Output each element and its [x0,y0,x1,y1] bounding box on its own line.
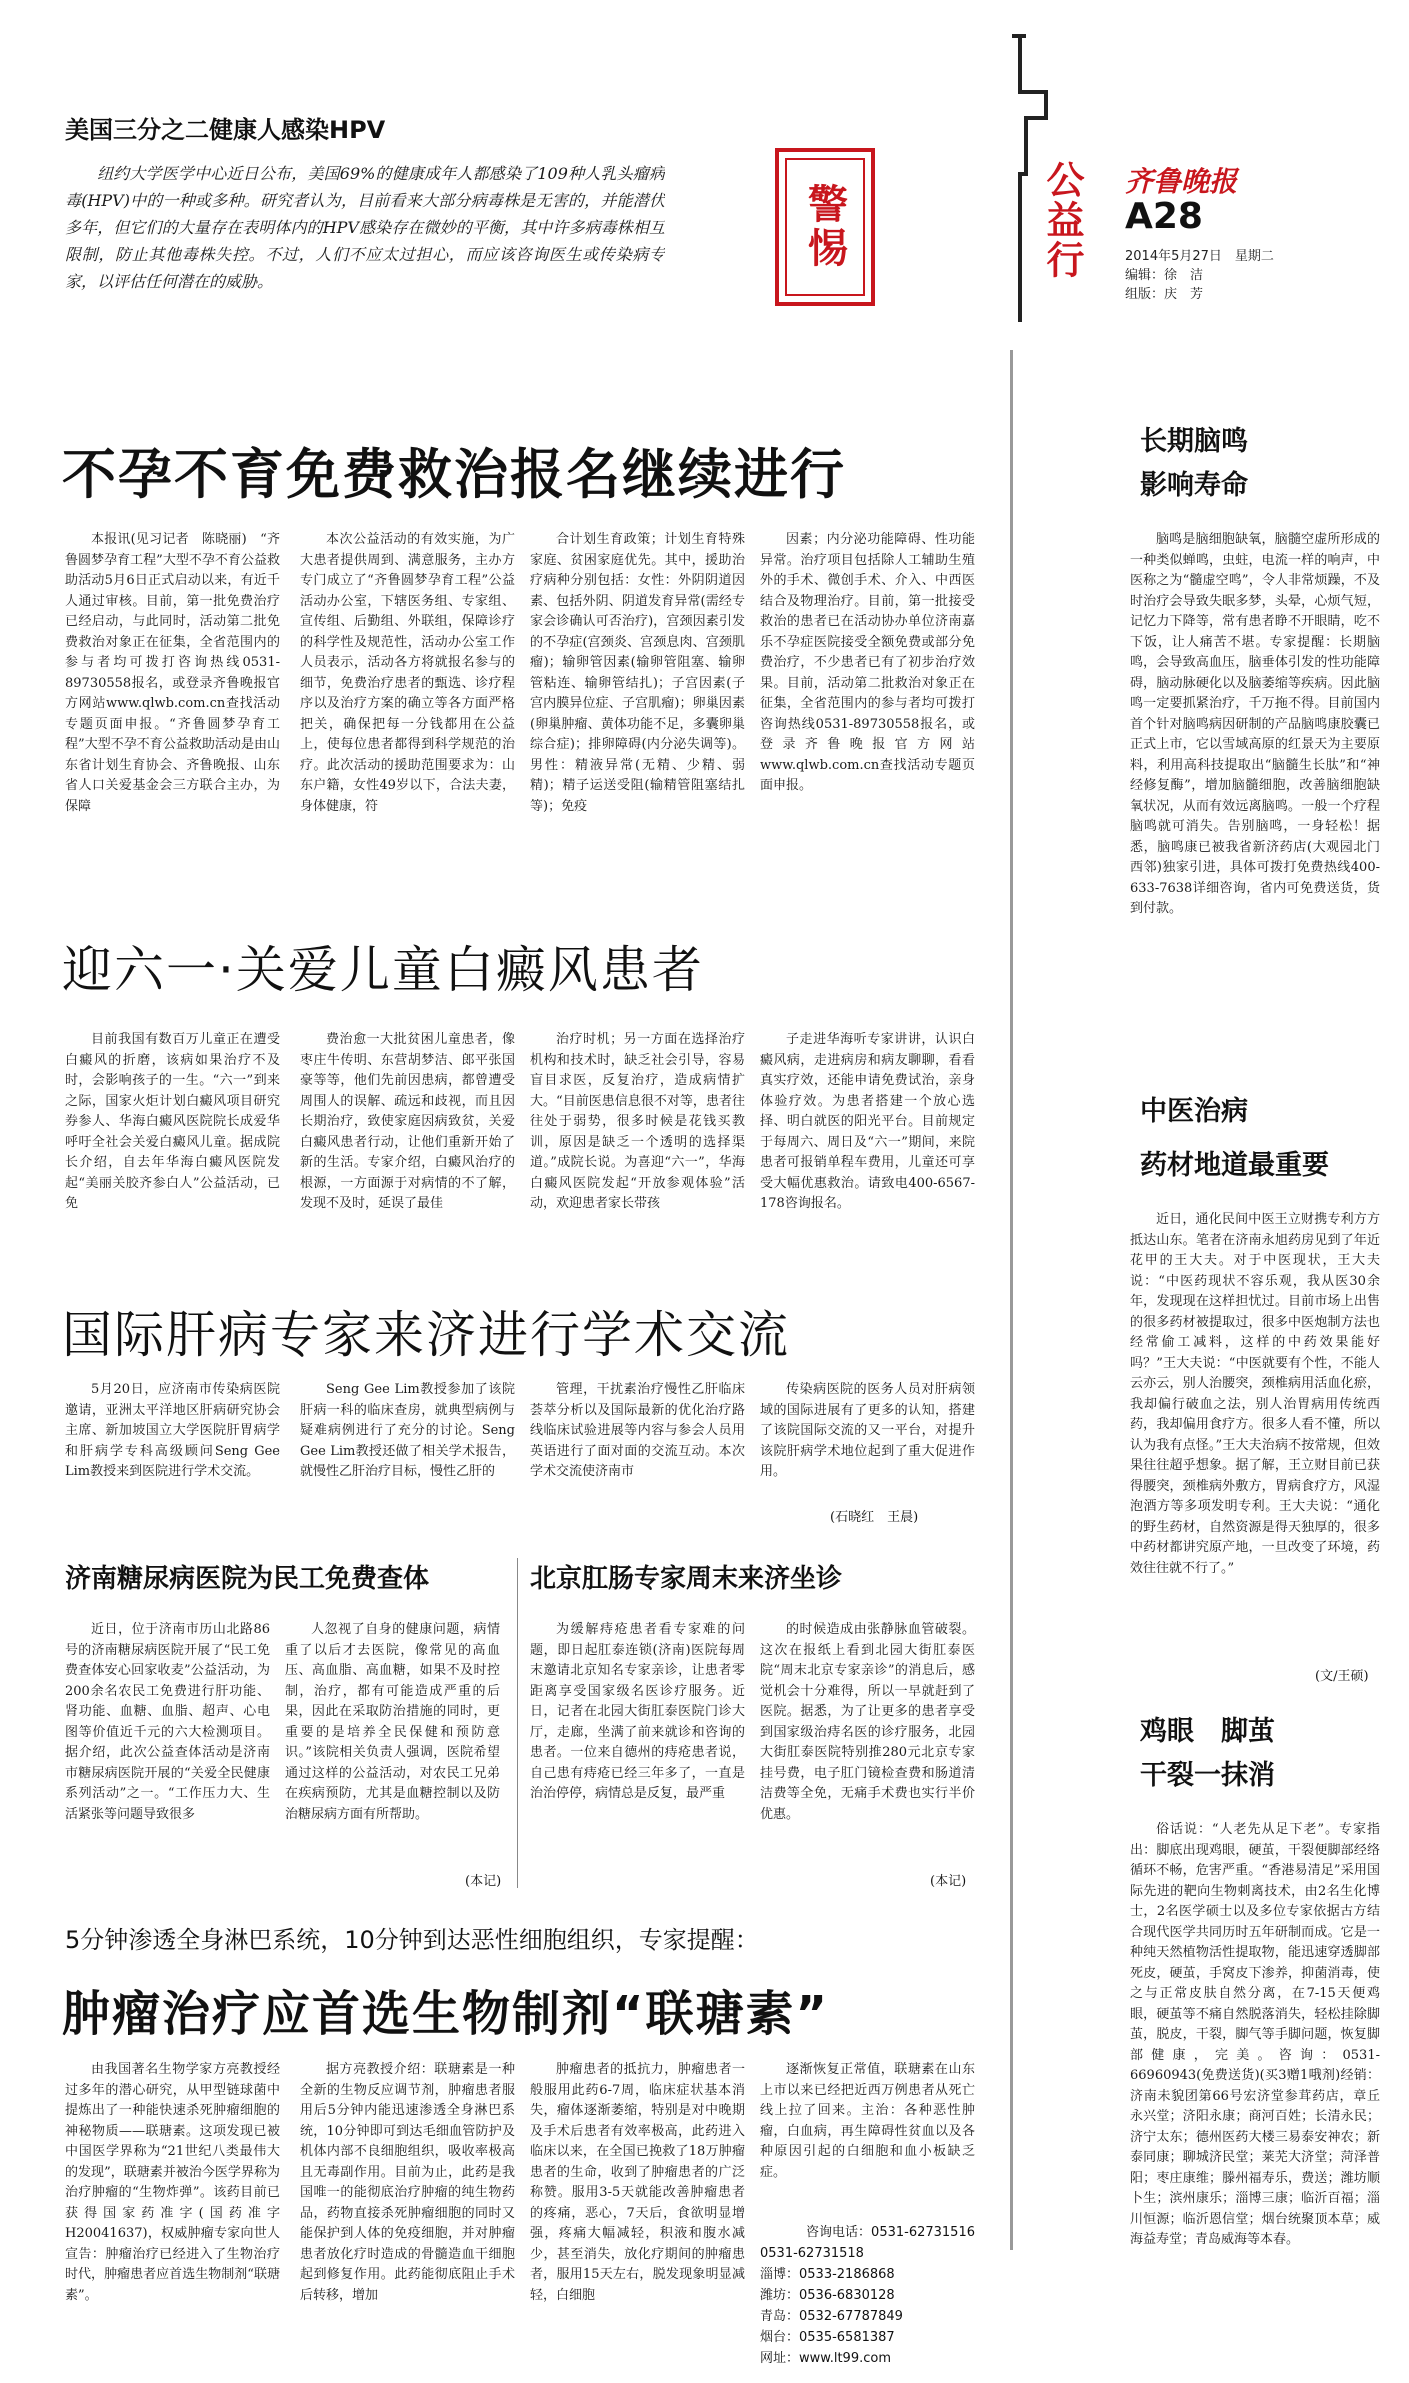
article1-col1: 本报讯(见习记者 陈晓丽) “齐鲁圆梦孕育工程”大型不孕不育公益救助活动5月6日正式启动以来，有近千人通过审核。目前，第一批免费治疗已经启动，与此同时，活动第二批免费救治对象正在征集，全省范围内的参与者均可拨打咨询热线0531-89730558报名，或登录齐鲁晚报官方网站www.qlwb.com.cn查找活动专题页面申报。“齐鲁圆梦孕育工程”大型不孕不育公益救助活动是由山东省计划生育协会、齐鲁晚报、山东省人口关爱基金会三方联合主办，为保障 [65,532,280,814]
article2-col1: 目前我国有数百万儿童正在遭受白癜风的折磨，该病如果治疗不及时，会影响孩子的一生。“六一”到来之际，国家火炬计划白癜风项目研究券参人、华海白癜风医院院长成爱华呼吁全社会关爱白癜风儿童。据成院长介绍，自去年华海白癜风医院发起“美丽关胶齐参白人”公益活动，已免 [65,1032,280,1211]
article6-col2: 据方亮教授介绍：联瑭素是一种全新的生物反应调节剂，肿瘤患者服用后5分钟内能迅速渗透全身淋巴系统，10分钟即可到达毛细血管防护及机体内部不良细胞组织，吸收率极高且无毒副作用。目前为止，此药是我国唯一的能彻底治疗肿瘤的纯生物药品，药物直接杀死肿瘤细胞的同时又能保护到人体的免疫细胞，并对肿瘤患者放化疗时造成的骨髓造血干细胞起到修复作用。此药能彻底阻止手术后转移，增加 [300,2062,515,2303]
alert-body: 纽约大学医学中心近日公布，美国69%的健康成年人都感染了109种人乳头瘤病毒(HPV)中的一种或多种。研究者认为，目前看来大部分病毒株是无害的，并能潜伏多年，但它们的大量存在表明体内的HPV感染存在微妙的平衡，其中许多病毒株相互限制，防止其他毒株失控。不过，人们不应太过担心，而应该咨询医生或传染病专家，以评估任何潜在的威胁。 [65,164,665,291]
article1-col4: 因素；内分泌功能障碍、性功能异常。治疗项目包括除人工辅助生殖外的手术、微创手术、介入、中西医结合及物理治疗。目前，第一批接受救治的患者已在活动协办单位济南嘉乐不孕症医院接受全额免费或部分免费治疗，不少患者已有了初步治疗效果。目前，活动第二批救治对象正在征集，全省范围内的参与者均可拨打咨询热线0531-89730558报名，或登录齐鲁晚报官方网站www.qlwb.com.cn查找活动专题页面申报。 [760,532,975,793]
article6-subtitle: 5分钟渗透全身淋巴系统，10分钟到达恶性细胞组织，专家提醒： [65,1926,759,1954]
article5-col2: 的时候造成由张静脉血管破裂。这次在报纸上看到北园大街肛泰医院“周末北京专家亲诊”的消息后，感觉机会十分难得，所以一早就赶到了医院。据悉，为了让更多的患者享受到国家级治痔名医的诊疗服务，北园大街肛泰医院特别推280元北京专家挂号费，电子肛门镜检查费和肠道清洁费等全免，无痛手术费也实行半价优惠。 [760,1622,975,1822]
side2-byline: (文/王硕) [1315,1669,1369,1684]
contact-line: 潍坊：0536-6830128 [760,2288,895,2303]
article6-col1: 由我国著名生物学家方亮教授经过多年的潜心研究，从甲型链球菌中提炼出了一种能快速杀死肿瘤细胞的神秘物质——联瑭素。这项发现已被中国医学界称为“21世纪八类最伟大的发现”，联瑭素并被治今医学界称为治疗肿瘤的“生物炸弹”。该药目前已获得国家药准字(国药准字H20041637)，权威肿瘤专家向世人宣告：肿瘤治疗已经进入了生物治疗时代，肿瘤患者应首选生物制剂“联瑭素”。 [65,2062,280,2303]
section-title: 公益行 [1040,160,1084,280]
article2-title: 迎六一·关爱儿童白癜风患者 [62,941,704,999]
layout-line: 组版：庆 芳 [1125,287,1204,302]
article3-col1: 5月20日，应济南市传染病医院邀请，亚洲太平洋地区肝病研究协会主席、新加坡国立大学医院肝胃病学和肝病学专科高级顾问Seng Gee Lim教授来到医院进行学术交流。 [65,1382,280,1479]
article5-title: 北京肛肠专家周末来济坐诊 [530,1564,843,1594]
side2-title-line1: 中医治病 [1140,1096,1248,1127]
article3-col4: 传染病医院的医务人员对肝病领域的国际进展有了更多的认知，搭建了该院国际交流的又一平台，对提升该院肝病学术地位起到了重大促进作用。 [760,1382,975,1479]
side1-title-line1: 长期脑鸣 [1140,426,1248,457]
article3-col2: Seng Gee Lim教授参加了该院肝病一科的临床查房，就典型病例与疑难病例进行了充分的讨论。Seng Gee Lim教授还做了相关学术报告，就慢性乙肝治疗目标，慢性乙肝的 [300,1382,515,1479]
article4-byline: (本记) [465,1874,502,1889]
contact-line: 网址：www.lt99.com [760,2351,891,2366]
article5-byline: (本记) [930,1874,967,1889]
side1-title-line2: 影响寿命 [1140,470,1248,501]
article1-title: 不孕不育免费救治报名继续进行 [62,443,846,506]
article2-col3: 治疗时机；另一方面在选择治疗机构和技术时，缺乏社会引导，容易盲目求医，反复治疗，造成病情扩大。“目前医患信息很不对等，患者往往处于弱势，很多时候是花钱买教训，原因是缺乏一个透明的选择渠道。”成院长说。为喜迎“六一”，华海白癜风医院发起“开放参观体验”活动，欢迎患者家长带孩 [530,1032,745,1211]
article4-col2: 人忽视了自身的健康问题，病情重了以后才去医院，像常见的高血压、高血脂、高血糖，如果不及时控制，治疗，都有可能造成严重的后果，因此在采取防治措施的同时，更重要的是培养全民保健和预防意识。”该院相关负责人强调，医院希望通过这样的公益活动，对农民工兄弟在疾病预防，尤其是血糖控制以及防治糖尿病方面有所帮助。 [285,1622,500,1822]
article6-col4: 逐渐恢复正常值，联瑭素在山东上市以来已经把近西万例患者从死亡线上拉了回来。主治：各种恶性肿瘤，白血病，再生障碍性贫血以及各种原因引起的白细胞和血小板缺乏症。 [760,2062,975,2180]
side2-title [1140,1090,1329,1188]
contact-line: 烟台：0535-6581387 [760,2330,895,2345]
side1-body: 脑鸣是脑细胞缺氧，脑髓空虚所形成的一种类似蝉鸣，虫蛀，电流一样的响声，中医称之为“髓虚空鸣”，令人非常烦躁，不及时治疗会导致失眠多梦，头晕，心烦气短，记忆力下降等，常有患者睁不开眼睛，吃不下饭，让人痛苦不堪。专家提醒：长期脑鸣，会导致高血压，脑垂体引发的性功能障碍，脑动脉硬化以及脑萎缩等疾病。因此脑鸣一定要抓紧治疗，千万拖不得。目前国内首个针对脑鸣病因研制的产品脑鸣康胶囊已正式上市，它以雪域高原的红景天为主要原料，利用高科技提取出“脑髓生长肽”和“神经修复酶”，增加脑髓细胞，改善脑细胞缺氧状况，从而有效远离脑鸣。一般一个疗程脑鸣就可消失。告别脑鸣，一身轻松！据悉，脑鸣康已被我省新济药店(大观园北门西邻)独家引进，具体可拨打免费热线400-633-7638详细咨询，省内可免费送货，货到付款。 [1130,532,1380,916]
contact-line: 0531-62731518 [760,2246,864,2261]
article3-title: 国际肝病专家来济进行学术交流 [62,1306,790,1364]
contact-line: 咨询电话：0531-62731516 [806,2225,975,2240]
alert-badge-text: 警惕 [801,183,849,271]
side3-body: 俗话说：“人老先从足下老”。专家指出：脚底出现鸡眼，硬茧，干裂便脚部经络循环不畅，危害严重。“香港易清足”采用国际先进的靶向生物刺离技术，由2名生化博士，2名医学硕士以及多位专家依据古方结合现代医学共同历时五年研制而成。它是一种纯天然植物活性提取物，能迅速穿透脚部死皮，硬茧，手窝皮下渗养，抑菌消毒，使之与正常皮肤自然分离，在7-15天便鸡眼，硬茧等不痛自然脱落消失，轻松挂除脚茧，脱皮，干裂，脚气等手脚问题，恢复脚部健康，完美。咨询：0531-66960943(免费送货)(买3赠1哦剂)经销：济南未貌团第66号宏济堂参茸药店，章丘永兴堂；济阳永康；商河百姓；长清永民；济宁太东；德州医药大楼三易泰安神农；新泰同康；聊城济民堂；莱芜大济堂；菏泽普阳；枣庄康维；滕州福寿乐，费送；潍坊顺卜生；滨州康乐；淄博三康；临沂百福；淄川恒源；临沂恩信堂；烟台统聚顶本草；威海益寿堂；青岛威海等本春。 [1130,1822,1380,2247]
side1-title [1140,420,1248,508]
date-line: 2014年5月27日 星期二 [1125,249,1274,264]
article3-byline: (石晓红 王晨) [830,1510,919,1525]
article2-col4: 子走进华海听专家讲讲，认识白癜风病，走进病房和病友聊聊，看看真实疗效，还能申请免费试治，亲身体验疗效。为患者搭建一个放心选择、明白就医的阳光平台。目前规定于每周六、周日及“六一”期间，来院患者可报销单程车费用，儿童还可享受大幅优惠救治。请致电400-6567-178咨询报名。 [760,1032,975,1211]
article6-title: 肿瘤治疗应首选生物制剂“联瑭素” [62,1986,830,2042]
side2-title-line2: 药材地道最重要 [1140,1150,1329,1181]
article4-title: 济南糖尿病医院为民工免费查体 [65,1564,430,1594]
article2-col2: 费治愈一大批贫困儿童患者，像枣庄牛传明、东营胡梦洁、郎平张国豪等等，他们先前因患病，都曾遭受周围人的误解、疏远和歧视，而且因长期治疗，致使家庭因病致贫，关爱白癜风患者行动，让他们重新开始了新的生活。专家介绍，白癜风治疗的根源，一方面源于对病情的不了解，发现不及时，延误了最佳 [300,1032,515,1211]
article1-col3: 合计划生育政策；计划生育特殊家庭、贫困家庭优先。其中，援助治疗病种分别包括：女性：外阴阴道因素、包括外阴、阴道发育异常(需经专家会诊确认可否治疗)，宫颈因素引发的不孕症(宫颈炎、宫颈息肉、宫颈肌瘤)；输卵管因素(输卵管阻塞、输卵管粘连、输卵管结扎)；子宫因素(子宫内膜异位症、子宫肌瘤)；卵巢因素(卵巢肿瘤、黄体功能不足，多囊卵巢综合症)；排卵障碍(内分泌失调等)。男性：精液异常(无精、少精、弱精)；精子运送受阻(输精管阻塞结扎等)；免疫 [530,532,745,814]
masthead-frame [1010,30,1120,330]
contact-line: 淄博：0533-2186868 [760,2267,895,2282]
side3-title [1140,1710,1275,1798]
article6-col3: 肿瘤患者的抵抗力，肿瘤患者一般服用此药6-7周，临床症状基本消失，瘤体逐渐萎缩，特别是对中晚期及手术后患者有效率极高，此药进入临床以来，在全国已挽救了18万肿瘤患者的生命，收到了肿瘤患者的广泛称赞。服用3-5天就能改善肿瘤患者的疼痛，恶心，7天后，食欲明显增强，疼痛大幅减轻，积液和腹水减少，甚至消失，放化疗期间的肿瘤患者，服用15天左右，脱发现象明显减轻，白细胞 [530,2062,745,2303]
side2-body: 近日，通化民间中医王立财携专利方方抵达山东。笔者在济南永旭药房见到了年近花甲的王大夫。对于中医现状，王大夫说：“中医药现状不容乐观，我从医30余年，发现现在这样担忧过。目前市场上出售的很多药材被提取过，很多中医炮制方法也经常偷工减料，这样的中药效果能好吗？”王大夫说：“中医就要有个性，不能人云亦云，别人治腰突，颈椎病用活血化瘀，我却偏行破血之法，别人治胃病用传统西药，我却偏用食疗方。很多人看不懂，所以认为我有点怪。”王大夫治病不按常规，但效果往往超乎想象。据了解，王立财目前已获得腰突，颈椎病外敷方，胃病食疗方，风湿泡酒方等多项发明专利。王大夫说：“通化的野生药材，自然资源是得天独厚的，很多中药材都讲究原产地，一旦改变了环境，药效往往就不行了。” [1130,1212,1380,1576]
alert-divider [1010,350,1013,2250]
article4-5-divider [517,1558,518,1888]
editor-line: 编辑：徐 洁 [1125,268,1204,283]
alert-badge [775,148,875,306]
article4-col1: 近日，位于济南市历山北路86号的济南糖尿病医院开展了“民工免费查体安心回家收麦”公益活动，为200余名农民工免费进行肝功能、肾功能、血糖、血脂、超声、心电图等价值近千元的六大检测项目。据介绍，此次公益查体活动是济南市糖尿病医院开展的“关爱全民健康系列活动”之一。“工作压力大、生活紧张等问题导致很多 [65,1622,270,1822]
article1-col2: 本次公益活动的有效实施，为广大患者提供周到、满意服务，主办方专门成立了“齐鲁圆梦孕育工程”公益活动办公室，下辖医务组、专家组、宣传组、后勤组、外联组，保障诊疗的科学性及规范性，活动办公室工作人员表示，活动各方将就报名参与的细节，免费治疗患者的甄选、诊疗程序以及治疗方案的确立等各方面严格把关，确保把每一分钱都用在公益上，使每位患者都得到科学规范的治疗。此次活动的援助范围要求为：山东户籍，女性49岁以下，合法夫妻，身体健康，符 [300,532,515,814]
alert-title: 美国三分之二健康人感染HPV [65,116,386,144]
side3-title-line1: 鸡眼 脚茧 [1140,1716,1275,1747]
side3-title-line2: 干裂一抹消 [1140,1760,1275,1791]
brand-logo: 齐鲁晚报 [1125,165,1238,198]
article6-contacts [760,2222,975,2369]
page-number: A28 [1125,196,1203,237]
article3-col3: 管理，干扰素治疗慢性乙肝临床荟萃分析以及国际最新的优化治疗路线临床试验进展等内容与参会人员用英语进行了面对面的交流互动。本次学术交流使济南市 [530,1382,745,1479]
article5-col1: 为缓解痔疮患者看专家难的问题，即日起肛泰连锁(济南)医院每周末邀请北京知名专家亲诊，让患者零距离享受国家级名医诊疗服务。近日，记者在北园大街肛泰医院门诊大厅，走廊，坐满了前来就诊和咨询的患者。一位来自德州的痔疮患者说，自己患有痔疮已经三年多了，一直是治治停停，病情总是反复，最严重 [530,1622,745,1801]
contact-line: 青岛：0532-67787849 [760,2309,903,2324]
